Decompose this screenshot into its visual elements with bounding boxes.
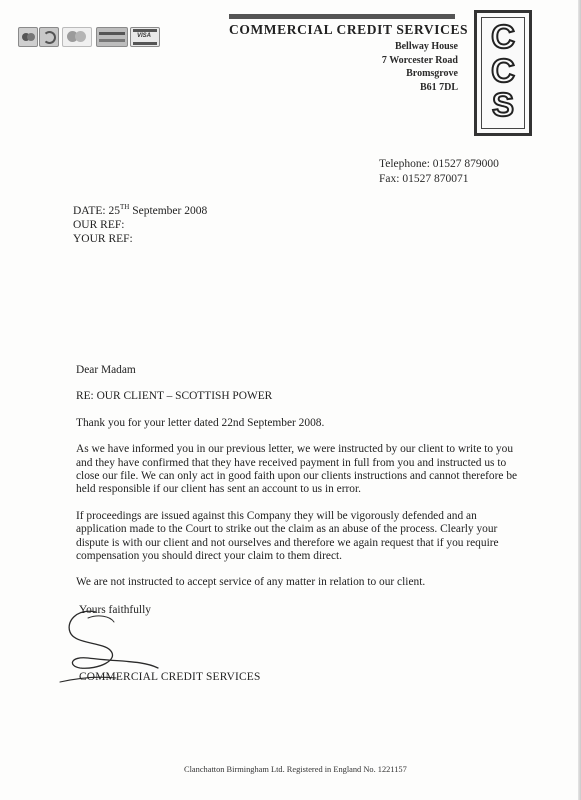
signatory-name: COMMERCIAL CREDIT SERVICES <box>79 671 261 683</box>
letter-references <box>73 204 207 246</box>
our-ref: OUR REF: <box>73 219 125 231</box>
ccs-logo-letters <box>482 20 524 122</box>
body-paragraph: As we have informed you in our previous letter, we were instructed by our client to write to you and they have confirmed that they have received payment in full from you and instructed us to close our file. We can only act in good faith upon our clients instructions and cannot therefore be held responsible if our client has sent an account to us in error. <box>76 443 518 496</box>
subject-line: RE: OUR CLIENT – SCOTTISH POWER <box>76 390 273 403</box>
address-line: Bellway House <box>394 41 458 52</box>
company-name: COMMERCIAL CREDIT SERVICES <box>229 22 469 37</box>
maestro-card-icon <box>18 27 38 47</box>
date-ordinal: TH <box>119 203 130 211</box>
company-registration-footer: Clanchatton Birmingham Ltd. Registered in England No. 1221157 <box>184 765 407 774</box>
telephone-number: Telephone: 01527 879000 <box>379 158 499 170</box>
contact-details <box>379 157 499 187</box>
fax-number: Fax: 01527 870071 <box>379 173 469 185</box>
letter-date <box>73 204 207 218</box>
logo-letter: C <box>491 52 515 89</box>
body-paragraph: We are not instructed to accept service of any matter in relation to our client. <box>76 576 426 589</box>
letterhead-rule <box>229 14 455 19</box>
salutation: Dear Madam <box>76 364 136 376</box>
delta-card-icon <box>96 27 128 47</box>
date-prefix: DATE: 25 <box>73 205 120 217</box>
visa-card-text: VISA <box>137 33 152 39</box>
closing-line: Yours faithfully <box>79 604 151 616</box>
address-line: B61 7DL <box>419 81 458 93</box>
mastercard-card-icon <box>62 27 92 47</box>
ccs-logo <box>474 10 532 136</box>
address-line: Bromsgrove <box>406 68 458 79</box>
logo-letter: S <box>491 86 514 123</box>
ccs-logo-frame <box>481 17 525 129</box>
company-address <box>382 40 458 94</box>
date-suffix: September 2008 <box>129 205 208 217</box>
body-paragraph: If proceedings are issued against this Company they will be vigorously defended and an application made to the Court to strike out the claim as an abuse of the process. Clearly your dispute is with our client and not ourselves and therefore we again request that if you require compensation you should direct your claim to them direct. <box>76 509 499 563</box>
letter-body <box>76 364 526 603</box>
your-ref: YOUR REF: <box>73 233 133 245</box>
solo-card-icon <box>39 27 59 47</box>
address-line: 7 Worcester Road <box>381 54 458 66</box>
logo-letter: C <box>491 18 515 55</box>
visa-card-icon <box>130 27 160 47</box>
body-paragraph: Thank you for your letter dated 22nd September 2008. <box>76 416 325 429</box>
